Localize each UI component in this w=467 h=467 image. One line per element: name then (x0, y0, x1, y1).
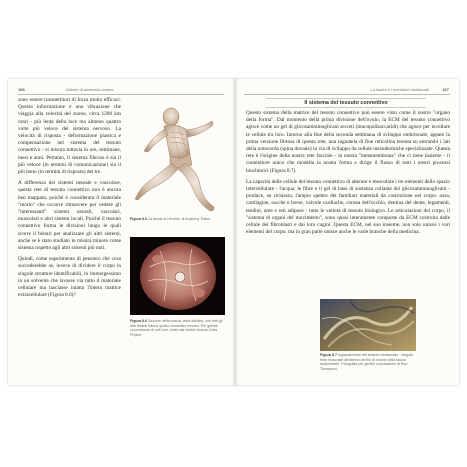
figure-myofascial-tissue (320, 299, 416, 351)
figure3-caption-label: Figura 8.7 (320, 353, 337, 357)
right-page (236, 79, 459, 385)
thigh-section-image (130, 237, 225, 315)
book-spread (8, 79, 459, 385)
right-page-number: 167 (442, 87, 449, 92)
left-page-number: 166 (18, 87, 25, 92)
section-title: Il sistema del tessuto connettivo (266, 98, 426, 108)
figure-anatomy-runner (130, 99, 225, 219)
right-header-rule (244, 94, 450, 95)
figure1-caption (130, 217, 226, 222)
figure-thigh-section (130, 237, 225, 315)
figure3-caption (320, 353, 420, 371)
right-running-head (236, 87, 459, 95)
left-paragraph: Quindi, come esperimento di pensiero che cosa succederebbe se, invece di dividere il corpo in singole strutture identificabili, lo immergessimo in un solvente che lavasse via tutto il materiale cellulare ma lasciasse intatta l'intera matrice extracellulare (Figura 8.6)? (18, 256, 121, 299)
figure2-caption (130, 319, 226, 337)
left-paragraph: sono essere trasmettitori di forza molto efficaci. Questa informazione è una vibrazione che viaggia alla velocità del suono, circa 1200 km orari - più lenta della luce ma almeno quattro volte più veloce del sistema nervoso. La velocità di risposta - deformazione plastica e compensazione nel sistema del tessuto connettivo - si misura tuttavia in ore, settimane, mesi e anni. Pertanto, il sistema fibroso è sia il più veloce (in termini di comunicazione) sia il più lento (in termini di risposta) dei tre. (18, 97, 121, 176)
left-body-text (18, 97, 121, 303)
right-paragraph: La capacità delle cellule del tessuto connettivo di alterare e mescolare i tre elementi dello spazio intercellulare - l'acqua, le fibre e il gel di base di sostanza collante dei glicosamminoglicani - produce, su richiesta, l'ampio spettro dei familiari materiali da costruzione nel corpo: ossa, cartilagine, sacche e borse, valvole cardiache, cornea dell'occhio, dentina del dente, legamenti, tendini, aree e reti adipose - tutte le varietà di tessuto biologico. Le articolazioni del corpo, il "sistema di organi del movimento", sono quasi interamente composte da ECM costruita dalle cellule dei fibroblasti e dai loro cugini. Questa ECM, nel suo insieme, non solo unisce i vari elementi del corpo, ma in gran parte unisce anche le varie branche della medicina. (246, 178, 450, 236)
right-running-title: La fascia e i meridiani miofasciali (370, 87, 429, 92)
left-header-rule (18, 94, 224, 95)
myofascial-tissue-photo (320, 299, 416, 351)
figure2-caption-label: Figura 8.6 (130, 319, 147, 323)
figure2-caption-text: Sezione della coscia, vista dall'alto, con tutti gli altri tessuti tranne quello connettivo rimossi. Per gentile concessione di Jeff Linn, tratto dal Visible Human Data Project. (130, 319, 223, 337)
right-paragraph: Questo sistema della matrice del tessuto connettivo può essere visto come il nostro "organo della forma". Dal momento della prima divisione dell'ovulo, la ECM del tessuto connettivo agisce come un gel di glicosamminoglicani secreti (mucopolisaccaridi) che agisce per incollare le cellule tra loro. Intorno alla fine della seconda settimana di sviluppo embrionale, appare la prima versione fibrosa di questa rete, una ragnatela di fine reticolina tessuta su entrambi i lati della notocorda (spina dorsale) in via di sviluppo da cellule mesodermiche specializzate. Questa rete è l'origine della nostra rete fasciale - la nostra "metamembrana" che ci tiene insieme - il contenitore unico che modella la nostra forma e dirige il flusso di tutti i nostri processi biochimici (Figura 8.7). (246, 110, 450, 174)
left-paragraph: A differenza dei sistemi neurale e vascolare, questa rete di tessuto connettivo non è ancora ben mappata, poiché è considerata il materiale "morto" che occorre rimuovere per vedere gli "interessanti" sistemi neurali, vascolari, muscolari e altri sistemi locali. Poiché il tessuto connettivo forma le divisioni lungo le quali scorre il bisturi per analizzare gli altri sistemi, anche se è stato studiato in misura minore come sistema rispetto agli altri sistemi più noti. (18, 180, 121, 252)
figure1-caption-label: Figura 8.6 (130, 217, 147, 221)
right-body-text (246, 110, 450, 240)
figure3-caption-text: Ingrandimento del tessuto miofasciale - singole fibre muscolari all'interno del filo di cotone della fascia endomisiale. Fotografia per gentile concessione di Ron Thompson. (320, 353, 413, 371)
left-running-head (8, 87, 234, 95)
left-running-title: Atlante di anatomia umana (66, 87, 114, 92)
left-page (8, 79, 234, 385)
anatomy-runner-illustration (130, 99, 225, 219)
figure1-caption-text: La fascia di Hendrik, di Anatomy Trains (147, 217, 211, 221)
